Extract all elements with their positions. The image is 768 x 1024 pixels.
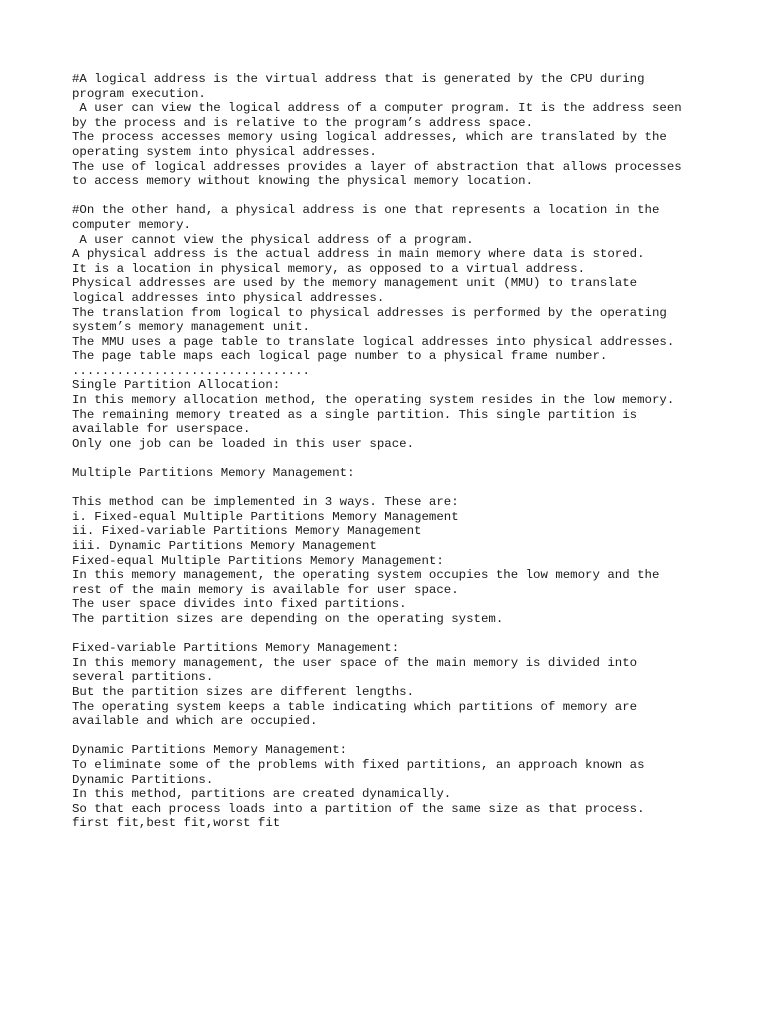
text-line: Physical addresses are used by the memory management unit (MMU) to translate [72, 276, 638, 291]
text-line: This method can be implemented in 3 ways. These are: [72, 495, 459, 510]
text-line: But the partition sizes are different lengths. [72, 684, 415, 699]
text-line: The user space divides into fixed partitions. [72, 597, 407, 612]
text-line: The remaining memory treated as a single partition. This single partition is [72, 407, 638, 422]
text-line: Only one job can be loaded in this user space. [72, 436, 415, 451]
list-item: ii. Fixed-variable Partitions Memory Management [72, 524, 422, 539]
text-line: The MMU uses a page table to translate logical addresses into physical addresses. [72, 334, 675, 349]
separator-line: ................................ [72, 363, 310, 378]
text-line: by the process and is relative to the program’s address space. [72, 115, 534, 130]
text-line: In this memory management, the operating system occupies the low memory and the [72, 568, 660, 583]
text-line: first fit,best fit,worst fit [72, 816, 281, 831]
blank-line [72, 451, 712, 466]
blank-line [72, 729, 712, 744]
text-line: In this method, partitions are created dynamically. [72, 787, 452, 802]
blank-line [72, 627, 712, 642]
text-line: #A logical address is the virtual address that is generated by the CPU during [72, 72, 645, 86]
text-line: The page table maps each logical page number to a physical frame number. [72, 349, 608, 364]
text-line: rest of the main memory is available for user space. [72, 582, 459, 597]
text-line: system’s memory management unit. [72, 320, 310, 335]
text-line: logical addresses into physical addresses. [72, 290, 385, 305]
text-line: available for userspace. [72, 422, 251, 437]
text-line: In this memory management, the user space of the main memory is divided into [72, 655, 638, 670]
section-heading: Fixed-variable Partitions Memory Management: [72, 641, 400, 656]
text-line: The process accesses memory using logical addresses, which are translated by the [72, 130, 667, 145]
text-line: The partition sizes are depending on the operating system. [72, 611, 504, 626]
text-line: It is a location in physical memory, as opposed to a virtual address. [72, 261, 586, 276]
document-page [72, 72, 712, 831]
text-line: The operating system keeps a table indicating which partitions of memory are [72, 699, 638, 714]
text-line: available and which are occupied. [72, 714, 318, 729]
section-heading: Dynamic Partitions Memory Management: [72, 743, 348, 758]
text-line: In this memory allocation method, the operating system resides in the low memory. [72, 393, 675, 408]
text-line: operating system into physical addresses. [72, 144, 377, 159]
text-line: A user cannot view the physical address of a program. [72, 232, 474, 247]
text-line: several partitions. [72, 670, 214, 685]
text-line: to access memory without knowing the physical memory location. [72, 174, 534, 189]
text-line: The translation from logical to physical addresses is performed by the operating [72, 305, 667, 320]
blank-line [72, 481, 712, 496]
text-line: #On the other hand, a physical address is one that represents a location in the [72, 203, 660, 218]
section-heading: Fixed-equal Multiple Partitions Memory Management: [72, 553, 444, 568]
text-line: To eliminate some of the problems with fixed partitions, an approach known as [72, 757, 645, 772]
section-heading: Multiple Partitions Memory Management: [72, 466, 355, 481]
list-item: iii. Dynamic Partitions Memory Management [72, 539, 377, 553]
text-line: computer memory. [72, 217, 191, 232]
text-line: Dynamic Partitions. [72, 772, 214, 787]
text-line: A user can view the logical address of a computer program. It is the address seen [72, 101, 682, 116]
list-item: i. Fixed-equal Multiple Partitions Memory Management [72, 509, 459, 524]
blank-line [72, 189, 712, 204]
text-line: So that each process loads into a partition of the same size as that process. [72, 801, 645, 816]
text-line: program execution. [72, 86, 206, 101]
text-line: The use of logical addresses provides a layer of abstraction that allows processes [72, 159, 682, 174]
text-line: A physical address is the actual address in main memory where data is stored. [72, 247, 645, 262]
section-heading: Single Partition Allocation: [72, 378, 281, 393]
